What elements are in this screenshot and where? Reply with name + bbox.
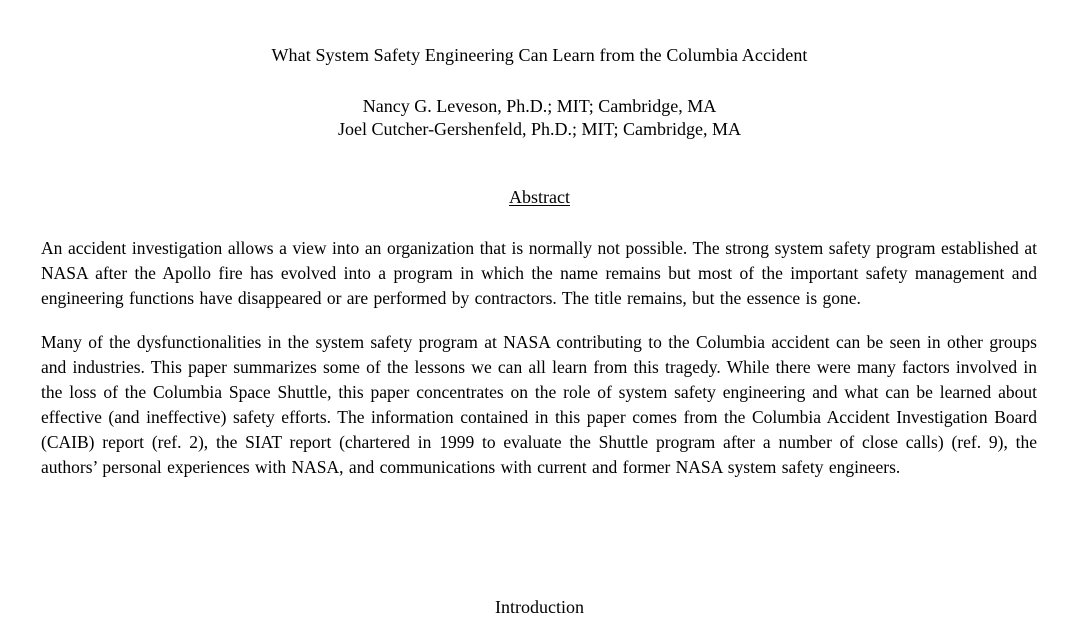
abstract-paragraph-1: An accident investigation allows a view into an organization that is normally not possible. The strong system safety program established at NASA after the Apollo fire has evolved into a program in which the name remains but most of the important safety management and engineering functions have disappeared or are performed by contractors. The title remains, but the essence is gone.: [41, 238, 1037, 308]
authors-block: [0, 95, 1079, 141]
paper-title: What System Safety Engineering Can Learn from the Columbia Accident: [271, 45, 808, 65]
paper-page: [0, 42, 1079, 617]
author-line-2: Joel Cutcher-Gershenfeld, Ph.D.; MIT; Cambridge, MA: [337, 119, 742, 139]
abstract-paragraph-2: Many of the dysfunctionalities in the system safety program at NASA contributing to the Columbia accident can be seen in other groups and industries. This paper summarizes some of the lessons we can all learn from this tragedy. While there were many factors involved in the loss of the Columbia Space Shuttle, this paper concentrates on the role of system safety engineering and what can be learned about effective (and ineffective) safety efforts. The information contained in this paper comes from the Columbia Accident Investigation Board (CAIB) report (ref. 2), the SIAT report (chartered in 1999 to evaluate the Shuttle program after a number of close calls) (ref. 9), the authors’ personal experiences with NASA, and communications with current and former NASA system safety engineers.: [41, 332, 1037, 477]
author-line-1: Nancy G. Leveson, Ph.D.; MIT; Cambridge, MA: [362, 96, 717, 116]
introduction-heading-clipped: Introduction: [495, 597, 584, 617]
abstract-heading: Abstract: [509, 187, 570, 207]
